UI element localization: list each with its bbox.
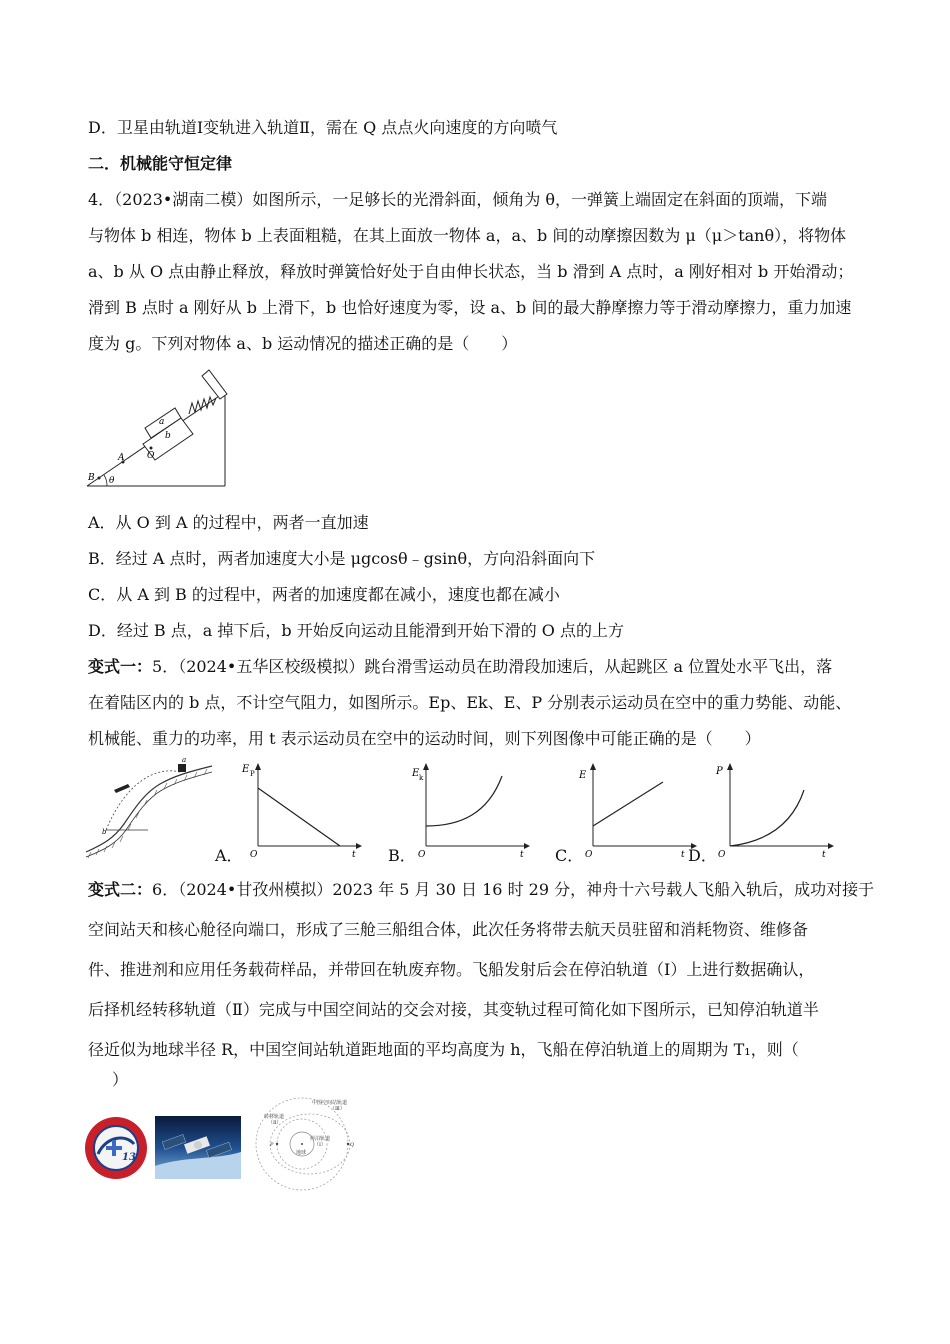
scene-label-a: a <box>182 758 187 764</box>
graph-b-xlabel: t <box>520 850 524 860</box>
q4-line-2: 与物体 b 相连，物体 b 上表面粗糙，在其上面放一物体 a，a、b 间的动摩擦因数为 μ（μ＞tanθ），将物体 <box>88 226 847 245</box>
transfer-orbit-label: 转移轨道 <box>264 1114 285 1120</box>
q6-line-3: 件、推进剂和应用任务载荷样品，并带回在轨废弃物。飞船发射后会在停泊轨道（Ⅰ）上进行数据确认， <box>88 960 815 979</box>
label-a: a <box>159 417 165 427</box>
q5-prefix: 变式一： <box>88 657 153 676</box>
q4-line-3: a、b 从 O 点由静止释放，释放时弹簧恰好处于自由伸长状态，当 b 滑到 A 点时，a 刚好相对 b 开始滑动； <box>88 262 854 281</box>
graph-a-ylabel: E <box>242 764 250 775</box>
graph-b <box>408 760 533 862</box>
q6-line-2: 空间站天和核心舱径向端口，形成了三舱三船组合体，此次任务将带去航天员驻留和消耗物资、维修备 <box>88 920 809 939</box>
graph-a-option: A． <box>215 846 243 865</box>
q6-line-6: ） <box>96 1070 129 1089</box>
graph-c <box>575 760 700 862</box>
parking-orbit-label-2: （Ⅰ） <box>314 1142 326 1148</box>
q4-line-5: 度为 g。下列对物体 a、b 运动情况的描述正确的是（ ） <box>88 334 518 353</box>
label-b: b <box>165 431 171 441</box>
q5-line-3: 机械能、重力的功率，用 t 表示运动员在空中的运动时间，则下列图像中可能正确的是（ ） <box>88 729 761 748</box>
graph-a <box>240 760 365 862</box>
graph-b-ysub: k <box>419 774 424 782</box>
graph-b-option: B． <box>388 846 416 865</box>
point-q-label: Q <box>350 1142 355 1148</box>
q5-line-2: 在着陆区内的 b 点，不计空气阻力，如图所示。Ep、Ek、E、P 分别表示运动员在空中的重力势能、动能、 <box>88 693 852 712</box>
graph-d-origin: O <box>718 850 726 860</box>
graph-b-origin: O <box>418 850 426 860</box>
scene-label-b: b <box>102 828 107 836</box>
q6-line-4: 后择机经转移轨道（Ⅱ）完成与中国空间站的交会对接，其变轨过程可简化如下图所示，已知停泊轨道半 <box>88 1000 819 1019</box>
q6-text-1: 6．（2024•甘孜州模拟）2023 年 5 月 30 日 16 时 29 分，神舟十六号载人飞船入轨后，成功对接于 <box>152 880 875 899</box>
graph-a-origin: O <box>250 850 258 860</box>
label-O: O <box>147 451 155 461</box>
q4-option-d: D．经过 B 点，a 掉下后，b 开始反向运动且能滑到开始下滑的 O 点的上方 <box>88 621 625 640</box>
q6-line-1 <box>88 880 874 900</box>
transfer-orbit-label-2: （Ⅱ） <box>268 1120 282 1126</box>
q4-option-b: B．经过 A 点时，两者加速度大小是 μgcosθ﹣gsinθ，方向沿斜面向下 <box>88 549 596 568</box>
section-title: 二．机械能守恒定律 <box>88 154 233 173</box>
q4-option-c: C．从 A 到 B 的过程中，两者的加速度都在减小，速度也都在减小 <box>88 585 560 604</box>
graph-d-option: D． <box>688 846 717 865</box>
mission-badge-image <box>84 1116 148 1180</box>
orbit-diagram <box>248 1096 360 1192</box>
graph-d <box>712 760 837 862</box>
station-orbit-label-2: （Ⅲ） <box>330 1106 345 1112</box>
graph-d-ylabel: P <box>716 766 723 777</box>
parking-orbit-label: 停泊轨道 <box>310 1136 331 1142</box>
badge-number: 13 <box>122 1152 136 1163</box>
q4-option-a: A．从 O 到 A 的过程中，两者一直加速 <box>88 513 369 532</box>
q6-line-5: 径近似为地球半径 R，中国空间站轨道距地面的平均高度为 h，飞船在停泊轨道上的周期为 T₁，则（ <box>88 1040 799 1059</box>
graph-a-xlabel: t <box>352 850 356 860</box>
earth-label: 地球 <box>296 1150 307 1156</box>
graph-d-xlabel: t <box>822 850 826 860</box>
graph-c-origin: O <box>585 850 593 860</box>
graph-a-ysub: P <box>250 770 255 778</box>
q4-line-1: 4．（2023•湖南二模）如图所示，一足够长的光滑斜面，倾角为 θ，一弹簧上端固定在斜面的顶端，下端 <box>88 190 828 209</box>
station-orbit-label: 中国空间站轨道 <box>312 1100 348 1106</box>
point-p-label: P <box>270 1142 274 1148</box>
label-B: B <box>88 473 95 483</box>
q5-line-1 <box>88 657 832 677</box>
ski-jump-figure <box>84 758 214 862</box>
graph-c-ylabel: E <box>579 770 587 781</box>
q4-line-4: 滑到 B 点时 a 刚好从 b 上滑下，b 也恰好速度为零，设 a、b 间的最大静摩擦力等于滑动摩擦力，重力加速 <box>88 298 852 317</box>
space-station-photo <box>155 1116 241 1179</box>
graph-c-option: C． <box>555 846 584 865</box>
label-theta: θ <box>109 476 115 486</box>
q3-option-d: D．卫星由轨道Ⅰ变轨进入轨道Ⅱ，需在 Q 点点火向速度的方向喷气 <box>88 118 558 137</box>
q6-prefix: 变式二： <box>88 880 153 899</box>
graph-c-xlabel: t <box>681 850 685 860</box>
graph-b-ylabel: E <box>412 768 420 779</box>
label-A: A <box>118 453 125 463</box>
incline-figure <box>85 368 235 490</box>
q5-text-1: 5．（2024•五华区校级模拟）跳台滑雪运动员在助滑段加速后，从起跳区 a 位置处水平飞出，落 <box>152 657 833 676</box>
